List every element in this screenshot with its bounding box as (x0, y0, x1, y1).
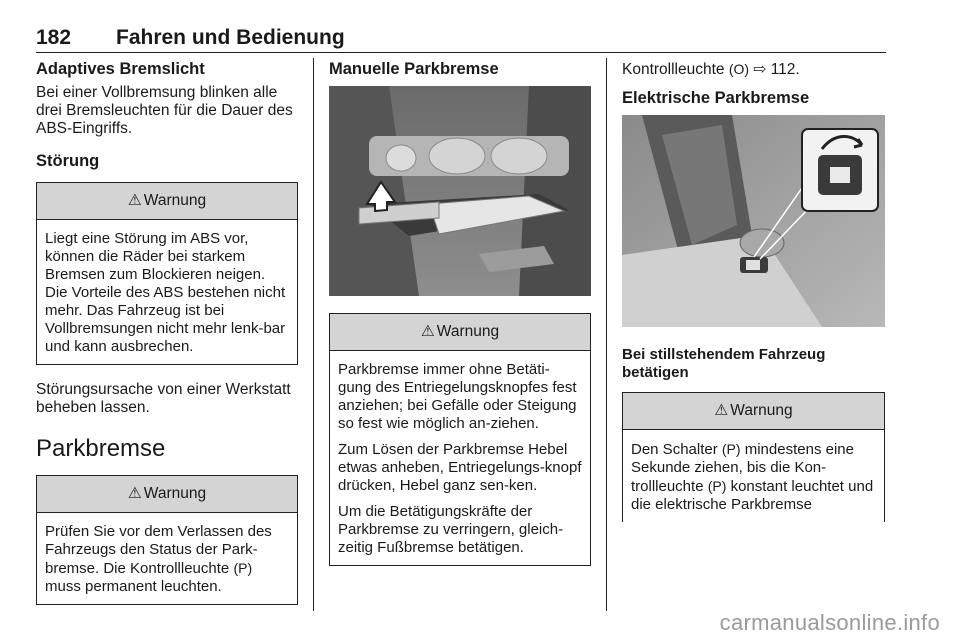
subheading: Störung (36, 151, 100, 170)
section-heading: Elektrische Parkbremse (622, 89, 810, 107)
subheading: Bei stillstehendem Fahrzeug betätigen (622, 345, 826, 381)
electric-parking-brake-image (622, 115, 885, 327)
warning-label: Warnung (730, 401, 793, 419)
paragraph: Bei einer Vollbremsung blinken alle drei Bremsleuchten für die Dauer des ABS-Eingriffs. (36, 83, 293, 137)
column-3 (622, 60, 885, 538)
page-reference-arrow-icon: ⇨ (753, 61, 767, 78)
warning-text: Prüfen Sie vor dem Verlassen des Fahrzeugs den Status der Park-bremse. Die Kontrollleuchte (P) muss permanent leuchten. (45, 522, 272, 595)
warning-label: Warnung (436, 322, 500, 340)
section-heading: Adaptives Bremslicht (36, 60, 205, 78)
warning-icon: ⚠ (127, 484, 142, 502)
warning-icon: ⚠ (127, 191, 142, 209)
watermark: carmanualsonline.info (719, 610, 940, 635)
warning-label: Warnung (143, 191, 207, 209)
page-header (36, 26, 886, 53)
parking-brake-indicator-icon: (P) (233, 559, 253, 576)
parking-brake-switch-icon: (P) (721, 440, 741, 457)
warning-text: Liegt eine Störung im ABS vor, können die Räder bei starkem Bremsen zum Blockieren neigen. Die Vorteile des ABS bestehen nicht mehr. Das Fahrzeug ist bei Vollbremsungen nicht mehr lenk-bar und kann ausbrechen. (45, 229, 286, 355)
column-2 (329, 60, 591, 582)
warning-text: Parkbremse immer ohne Betäti-gung des Entriegelungsknopfes fest anziehen; bei Gefälle oder Steigung so fest wie möglich an-ziehen. Zum Lösen der Parkbremse Hebel etwas anheben, Entriegelungs-knopf drücken, Hebel ganz sen-ken. Um die Betätigungskräfte der Parkbremse zu verringern, gleich-zeitig Fußbremse betätigen. (338, 360, 582, 556)
electric-parking-brake-illustration (622, 115, 885, 332)
warning-box (622, 392, 885, 522)
warning-icon: ⚠ (420, 322, 435, 340)
brake-system-indicator-icon: (O) (728, 61, 750, 77)
manual-parking-brake-illustration (329, 86, 591, 301)
column-divider (313, 58, 314, 611)
cross-reference: Kontrollleuchte (O) ⇨ 112. (622, 61, 800, 78)
page-number: 182 (36, 26, 72, 49)
warning-header (37, 476, 297, 513)
warning-header (623, 393, 884, 430)
warning-label: Warnung (143, 484, 207, 502)
warning-text: Den Schalter (P) mindestens eine Sekunde ziehen, bis die Kon-trollleuchte (P) konstant leuchtet und die elektrische Parkbremse (631, 440, 874, 513)
section-title: Parkbremse (36, 434, 166, 462)
warning-header (330, 314, 590, 351)
warning-header (37, 183, 297, 220)
manual-parking-brake-image (329, 86, 591, 296)
column-divider (606, 58, 607, 611)
column-1 (36, 60, 298, 621)
warning-box (36, 182, 298, 365)
warning-box (329, 313, 591, 566)
warning-icon: ⚠ (714, 401, 729, 419)
paragraph: Störungsursache von einer Werkstatt beheben lassen. (36, 380, 291, 416)
page-reference: 112. (770, 61, 800, 78)
section-heading: Manuelle Parkbremse (329, 60, 499, 78)
parking-brake-indicator-icon: (P) (707, 477, 727, 494)
warning-box (36, 475, 298, 605)
chapter-title: Fahren und Bedienung (116, 26, 345, 49)
